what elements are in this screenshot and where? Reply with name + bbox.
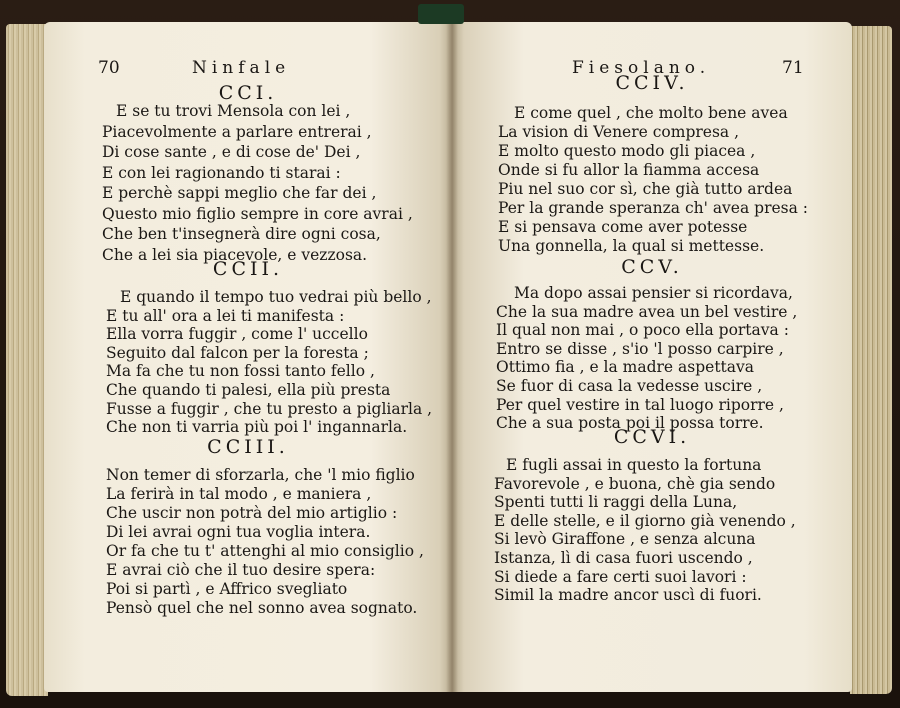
verse-line: Ma dopo assai pensier si ricordava, bbox=[514, 284, 793, 302]
left-page bbox=[44, 22, 452, 692]
verse-line: Simil la madre ancor uscì di fuori. bbox=[494, 586, 762, 605]
verse-line: E fugli assai in questo la fortuna bbox=[506, 456, 762, 474]
bookmark-ribbon bbox=[418, 4, 464, 24]
running-head: Fiesolano. bbox=[572, 58, 711, 78]
verse-line: Or fa che tu t' attenghi al mio consiglio , bbox=[106, 542, 424, 560]
stanza-number: CCI. bbox=[218, 82, 278, 104]
verse-line: Si levò Giraffone , e senza alcuna bbox=[494, 530, 756, 549]
book-gutter bbox=[446, 22, 458, 692]
verse-line: Il qual non mai , o poco ella portava : bbox=[496, 321, 789, 340]
verse-line: Pensò quel che nel sonno avea sognato. bbox=[106, 599, 418, 617]
verse-line: Per la grande speranza ch' avea presa : bbox=[498, 199, 808, 217]
verse-line: Si diede a fare certi suoi lavori : bbox=[494, 567, 747, 586]
verse-line: Di cose sante , e di cose de' Dei , bbox=[102, 143, 361, 161]
right-page bbox=[452, 22, 852, 692]
verse-line: Di lei avrai ogni tua voglia intera. bbox=[106, 523, 371, 541]
stanza-number: CCVI. bbox=[613, 426, 691, 448]
page-number: 71 bbox=[782, 58, 804, 78]
verse-line: Onde si fu allor la fiamma accesa bbox=[498, 161, 760, 179]
verse-line: Fusse a fuggir , che tu presto a pigliarla , bbox=[106, 399, 433, 418]
verse-line: Che uscir non potrà del mio artiglio : bbox=[106, 504, 398, 522]
verse-line: La vision di Venere compresa , bbox=[498, 123, 740, 141]
verse-line: Poi si partì , e Affrico svegliato bbox=[106, 580, 348, 598]
verse-line: E delle stelle, e il giorno già venendo , bbox=[494, 511, 796, 530]
verse-line: Piu nel suo cor sì, che già tutto ardea bbox=[498, 180, 793, 198]
verse-line: Che quando ti palesi, ella più presta bbox=[106, 381, 391, 399]
verse-line: E perchè sappi meglio che far dei , bbox=[102, 184, 377, 202]
stanza-number: CCV. bbox=[621, 256, 683, 278]
verse-line: Piacevolmente a parlare entrerai , bbox=[102, 122, 372, 141]
verse-line: E avrai ciò che il tuo desire spera: bbox=[106, 561, 376, 579]
verse-line: Favorevole , e buona, chè gia sendo bbox=[494, 474, 776, 493]
verse-line: Una gonnella, la qual si mettesse. bbox=[498, 237, 765, 255]
page-edges-left bbox=[6, 24, 48, 696]
verse-line: Ella vorra fuggir , come l' uccello bbox=[106, 325, 368, 344]
verse-line: Che la sua madre avea un bel vestire , bbox=[496, 302, 798, 321]
verse-line: La ferirà in tal modo , e maniera , bbox=[106, 485, 372, 503]
verse-line: Seguito dal falcon per la foresta ; bbox=[106, 343, 369, 362]
verse-line: E quando il tempo tuo vedrai più bello , bbox=[120, 288, 432, 306]
page-number: 70 bbox=[98, 58, 120, 78]
verse-line: E si pensava come aver potesse bbox=[498, 218, 748, 236]
verse-line: Che a sua posta poi il possa torre. bbox=[496, 414, 764, 433]
stanza-number: CCIV. bbox=[615, 72, 689, 94]
verse-line: Non temer di sforzarla, che 'l mio figlio bbox=[106, 466, 415, 484]
stanza-number: CCII. bbox=[212, 258, 284, 280]
verse-line: E molto questo modo gli piacea , bbox=[498, 142, 756, 160]
verse-line: E se tu trovi Mensola con lei , bbox=[116, 102, 351, 120]
page-edges-right bbox=[850, 26, 892, 694]
verse-line: Ma fa che tu non fossi tanto fello , bbox=[106, 362, 375, 381]
verse-line: Per quel vestire in tal luogo riporre , bbox=[496, 395, 784, 414]
stanza-number: CCIII. bbox=[207, 436, 289, 458]
running-head: Ninfale bbox=[192, 58, 291, 78]
verse-line: Che non ti varria più poi l' ingannarla. bbox=[106, 418, 408, 437]
verse-line: E come quel , che molto bene avea bbox=[514, 104, 788, 122]
verse-line: E tu all' ora a lei ti manifesta : bbox=[106, 306, 345, 325]
verse-line: Spenti tutti li raggi della Luna, bbox=[494, 493, 738, 512]
verse-line: Che ben t'insegnerà dire ogni cosa, bbox=[102, 225, 381, 243]
verse-line: Istanza, lì di casa fuori uscendo , bbox=[494, 549, 753, 567]
verse-line: Che a lei sia piacevole, e vezzosa. bbox=[102, 245, 368, 264]
verse-line: Entro se disse , s'io 'l posso carpire , bbox=[496, 339, 784, 358]
verse-line: Se fuor di casa la vedesse uscire , bbox=[496, 377, 763, 395]
verse-line: Ottimo fia , e la madre aspettava bbox=[496, 358, 755, 377]
verse-line: Questo mio figlio sempre in core avrai , bbox=[102, 204, 413, 223]
verse-line: E con lei ragionando ti starai : bbox=[102, 163, 341, 182]
